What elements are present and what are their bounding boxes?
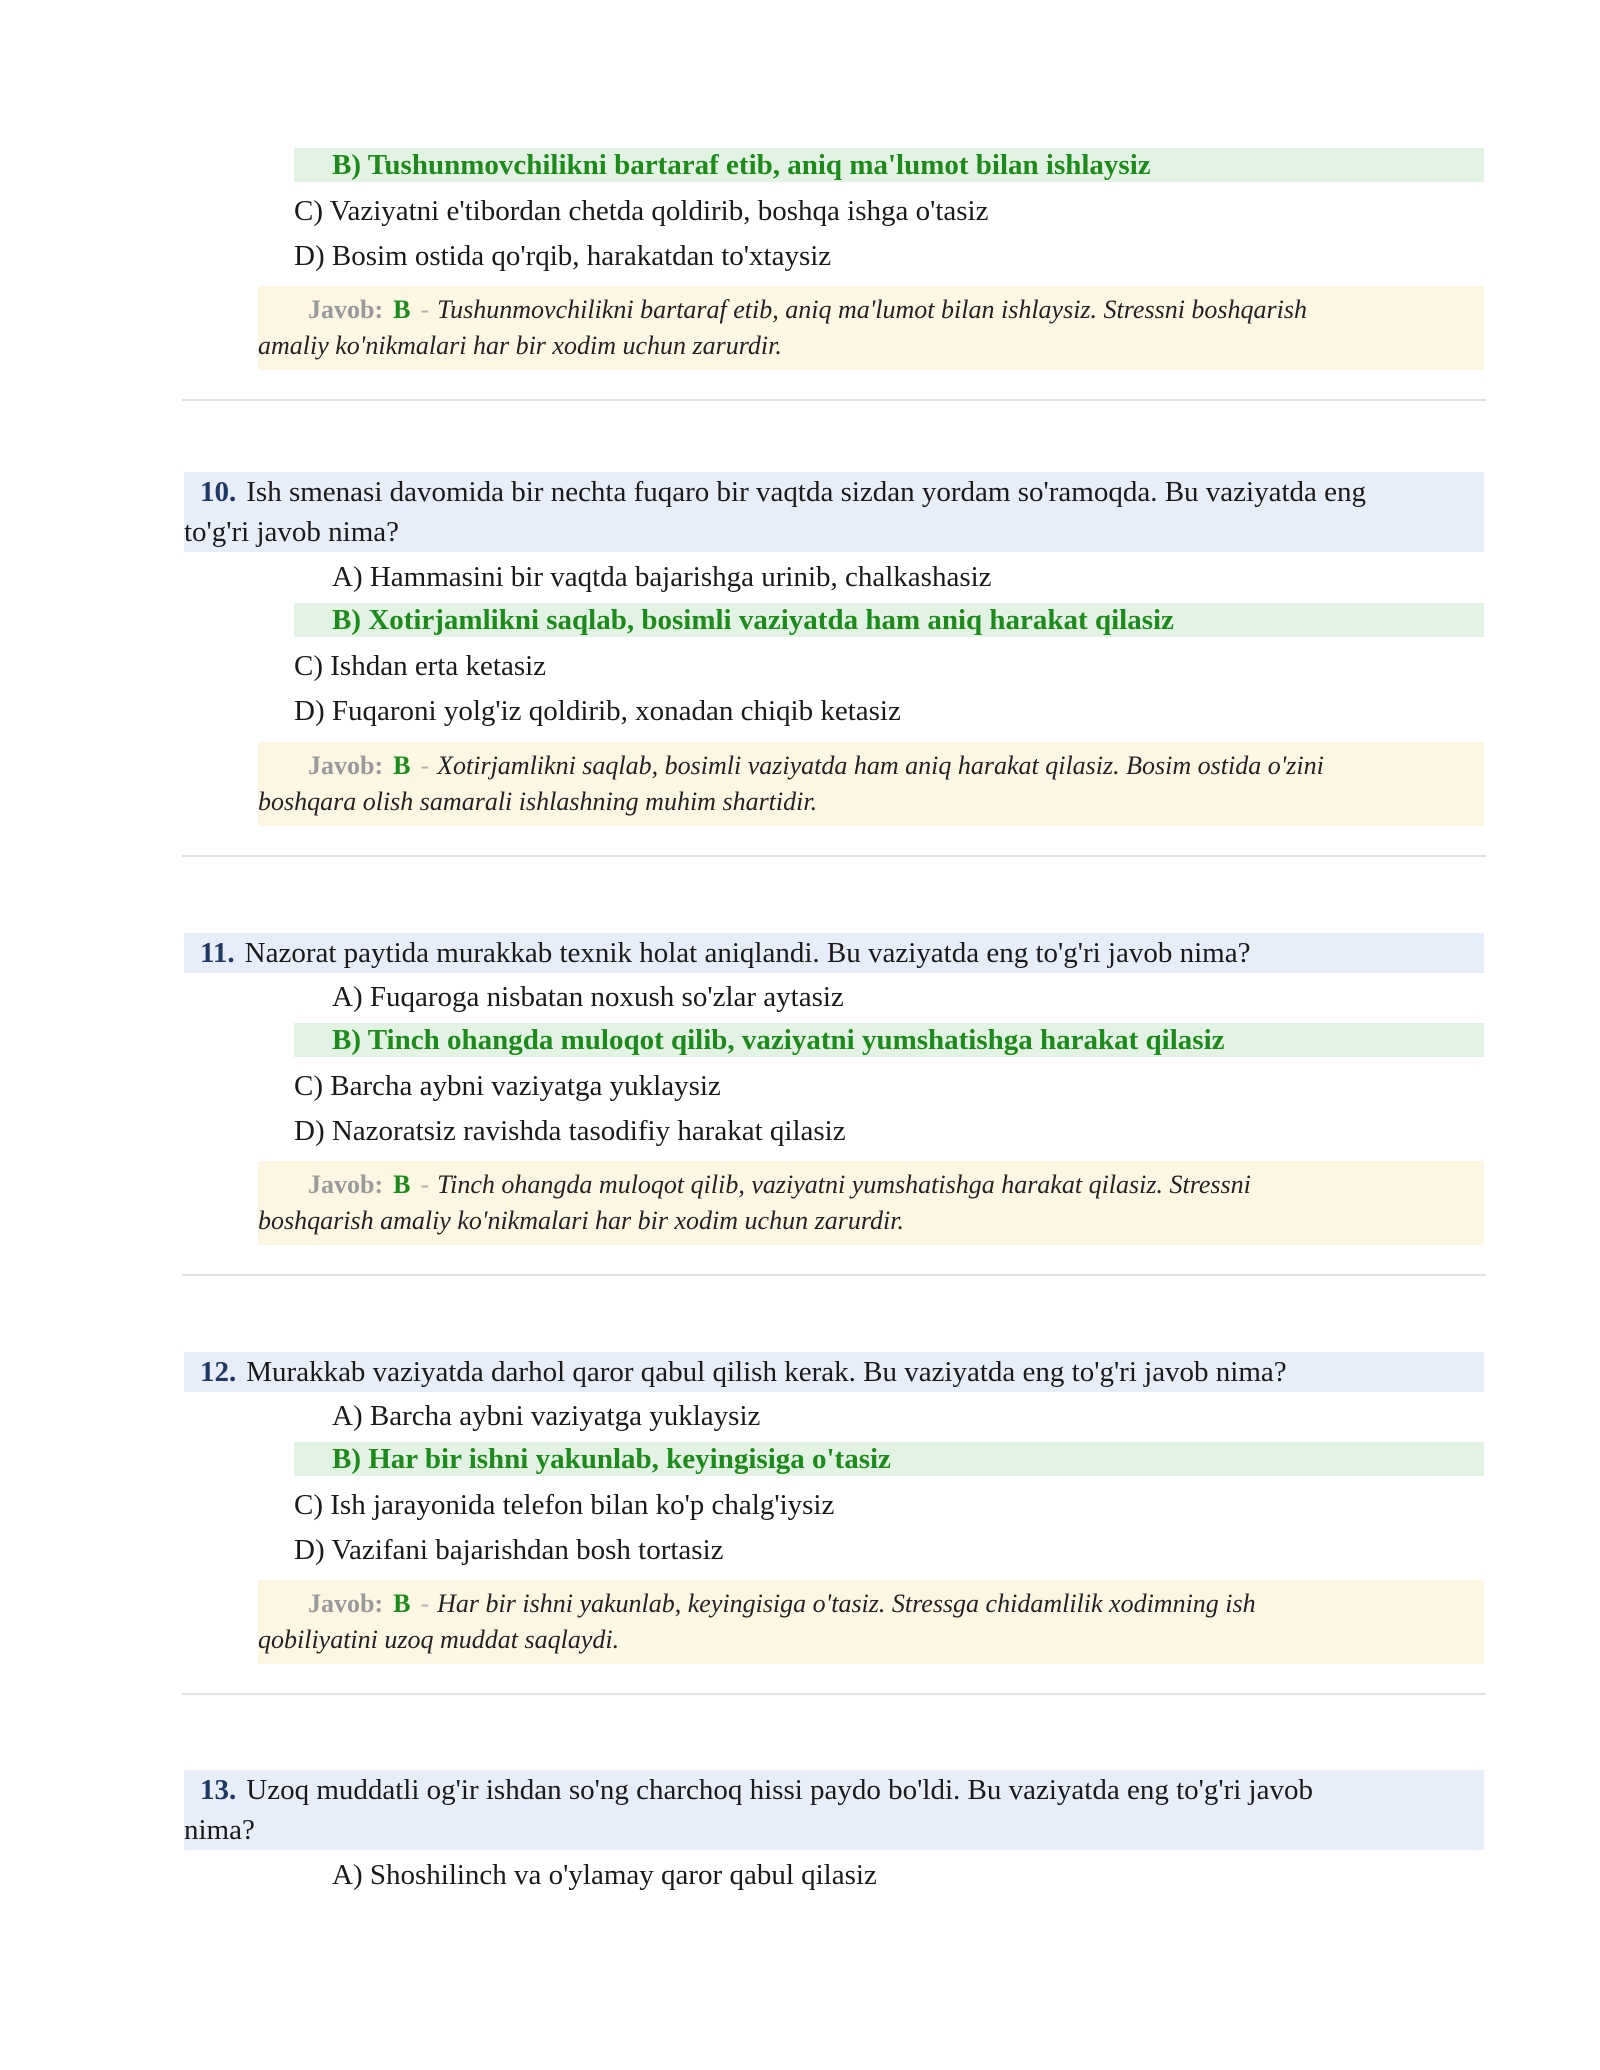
answer-text: Xotirjamlikni saqlab, bosimli vaziyatda ham aniq harakat qilasiz. Bosim ostida o'zini — [437, 751, 1324, 780]
answer-dash: - — [420, 1589, 430, 1618]
question-number: 13. — [200, 1774, 237, 1806]
option-a[interactable]: A) Hammasini bir vaqtda bajarishga urinib, chalkashasiz — [332, 561, 992, 593]
answer-label: Javob: — [308, 1170, 384, 1199]
question-text: Uzoq muddatli og'ir ishdan so'ng charchoq hissi paydo bo'ldi. Bu vaziyatda eng to'g'ri javob — [246, 1774, 1313, 1806]
option-b-correct[interactable]: B) Har bir ishni yakunlab, keyingisiga o'tasiz — [294, 1442, 1484, 1476]
option-d[interactable]: D) Bosim ostida qo'rqib, harakatdan to'xtaysiz — [294, 240, 832, 272]
option-c[interactable]: C) Vaziyatni e'tibordan chetda qoldirib, boshqa ishga o'tasiz — [294, 195, 989, 227]
question-number: 11. — [200, 937, 235, 969]
option-d[interactable]: D) Vazifani bajarishdan bosh tortasiz — [294, 1534, 724, 1566]
answer-box — [258, 286, 1484, 370]
option-a[interactable]: A) Barcha aybni vaziyatga yuklaysiz — [332, 1400, 761, 1432]
question-10 — [184, 472, 1484, 552]
option-c[interactable]: C) Ishdan erta ketasiz — [294, 650, 547, 682]
answer-letter: B — [393, 1170, 411, 1199]
question-13 — [184, 1770, 1484, 1850]
answer-box — [258, 1161, 1484, 1245]
option-b-correct[interactable]: B) Tinch ohangda muloqot qilib, vaziyatni yumshatishga harakat qilasiz — [294, 1023, 1484, 1057]
option-b-correct[interactable]: B) Xotirjamlikni saqlab, bosimli vaziyatda ham aniq harakat qilasiz — [294, 603, 1484, 637]
answer-text-continued: qobiliyatini uzoq muddat saqlaydi. — [258, 1625, 620, 1654]
answer-letter: B — [393, 295, 411, 324]
divider — [182, 1693, 1486, 1695]
answer-text: Tinch ohangda muloqot qilib, vaziyatni yumshatishga harakat qilasiz. Stressni — [437, 1170, 1251, 1199]
answer-dash: - — [420, 751, 430, 780]
question-text: Murakkab vaziyatda darhol qaror qabul qilish kerak. Bu vaziyatda eng to'g'ri javob nima? — [246, 1356, 1287, 1388]
option-a[interactable]: A) Fuqaroga nisbatan noxush so'zlar aytasiz — [332, 981, 844, 1013]
question-number: 12. — [200, 1356, 237, 1388]
answer-text-continued: boshqara olish samarali ishlashning muhim shartidir. — [258, 787, 818, 816]
divider — [182, 399, 1486, 401]
answer-text: Har bir ishni yakunlab, keyingisiga o'tasiz. Stressga chidamlilik xodimning ish — [437, 1589, 1256, 1618]
question-text: Ish smenasi davomida bir nechta fuqaro bir vaqtda sizdan yordam so'ramoqda. Bu vaziyatda eng — [246, 476, 1367, 508]
question-text: Nazorat paytida murakkab texnik holat aniqlandi. Bu vaziyatda eng to'g'ri javob nima? — [244, 937, 1251, 969]
answer-label: Javob: — [308, 751, 384, 780]
answer-label: Javob: — [308, 295, 384, 324]
answer-box — [258, 1580, 1484, 1664]
option-d[interactable]: D) Fuqaroni yolg'iz qoldirib, xonadan chiqib ketasiz — [294, 695, 901, 727]
answer-text-continued: amaliy ko'nikmalari har bir xodim uchun zarurdir. — [258, 331, 782, 360]
answer-label: Javob: — [308, 1589, 384, 1618]
option-b-correct[interactable]: B) Tushunmovchilikni bartaraf etib, aniq ma'lumot bilan ishlaysiz — [294, 148, 1484, 182]
question-12 — [184, 1352, 1484, 1392]
answer-letter: B — [393, 751, 411, 780]
answer-letter: B — [393, 1589, 411, 1618]
option-d[interactable]: D) Nazoratsiz ravishda tasodifiy harakat qilasiz — [294, 1115, 846, 1147]
option-c[interactable]: C) Barcha aybni vaziyatga yuklaysiz — [294, 1070, 721, 1102]
question-text-continued: to'g'ri javob nima? — [184, 516, 400, 548]
divider — [182, 855, 1486, 857]
question-number: 10. — [200, 476, 237, 508]
answer-text-continued: boshqarish amaliy ko'nikmalari har bir xodim uchun zarurdir. — [258, 1206, 904, 1235]
answer-dash: - — [420, 295, 430, 324]
option-c[interactable]: C) Ish jarayonida telefon bilan ko'p chalg'iysiz — [294, 1489, 835, 1521]
option-a[interactable]: A) Shoshilinch va o'ylamay qaror qabul qilasiz — [332, 1859, 877, 1891]
question-text-continued: nima? — [184, 1814, 255, 1846]
question-11 — [184, 933, 1484, 973]
answer-box — [258, 742, 1484, 826]
answer-dash: - — [420, 1170, 430, 1199]
answer-text: Tushunmovchilikni bartaraf etib, aniq ma'lumot bilan ishlaysiz. Stressni boshqarish — [437, 295, 1307, 324]
divider — [182, 1274, 1486, 1276]
